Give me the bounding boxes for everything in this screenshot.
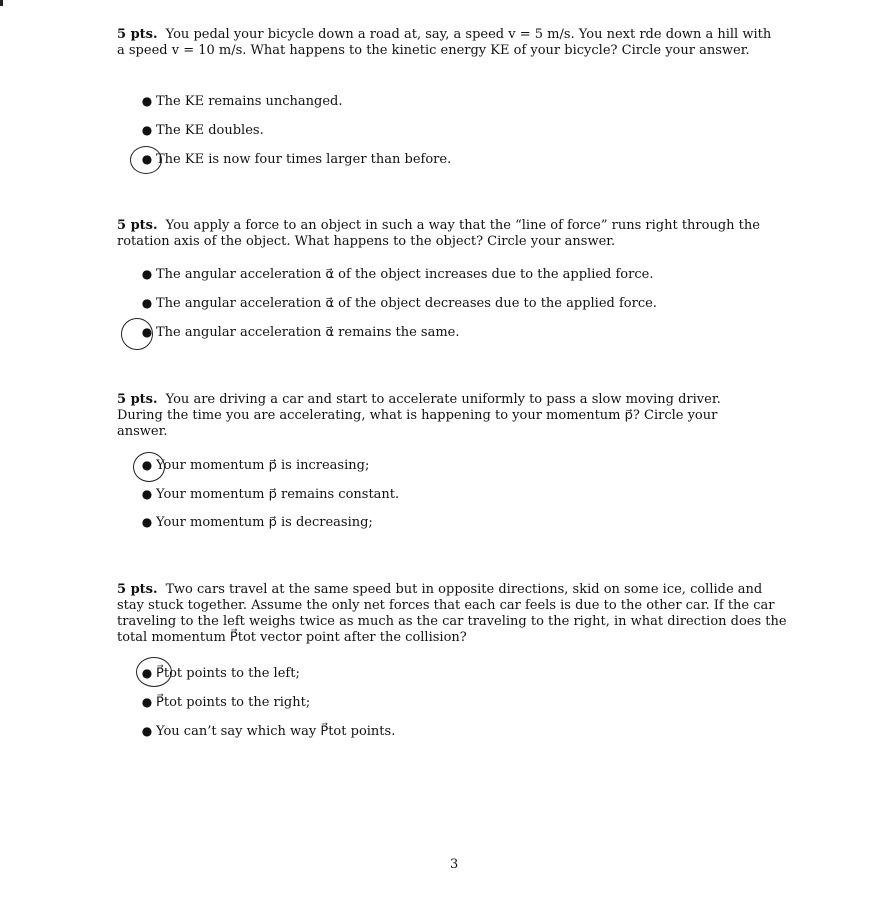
option-3-3[interactable]: ● Your momentum p⃗ is decreasing; [138, 514, 373, 531]
bullet-icon: ● [141, 666, 153, 680]
corner-mark [0, 0, 3, 6]
option-1-2[interactable]: ● The KE doubles. [138, 122, 264, 139]
bullet-icon: ● [141, 487, 153, 501]
question-3 [117, 392, 757, 440]
bullet-icon: ● [141, 695, 153, 709]
option-2-2[interactable]: ● The angular acceleration α⃗ of the object decreases due to the applied force. [138, 295, 657, 312]
question-points: 5 pts. [117, 392, 158, 407]
option-1-1[interactable]: ● The KE remains unchanged. [138, 93, 343, 110]
question-points: 5 pts. [117, 582, 158, 597]
question-4 [117, 582, 789, 646]
question-prompt: You pedal your bicycle down a road at, say, a speed v = 5 m/s. You next rde down a hill with a speed v = 10 m/s. What happens to the kinetic energy KE of your bicycle? Circle your answer. [117, 27, 772, 58]
bullet-icon: ● [141, 123, 153, 137]
bullet-icon: ● [141, 515, 153, 529]
answer-circle-mark [136, 657, 172, 687]
bullet-icon: ● [141, 94, 153, 108]
option-4-3[interactable]: ● You can’t say which way P⃗tot points. [138, 723, 395, 740]
option-1-3[interactable]: ● The KE is now four times larger than before. [138, 151, 451, 168]
option-4-2[interactable]: ● P⃗tot points to the right; [138, 694, 310, 711]
question-prompt: You apply a force to an object in such a way that the “line of force” runs right through the rotation axis of the object. What happens to the object? Circle your answer. [117, 218, 760, 249]
question-prompt: Two cars travel at the same speed but in opposite directions, skid on some ice, collide and stay stuck together. Assume the only net forces that each car feels is due to the other car. If the car traveling to the left weighs twice as much as the car traveling to the right, in what direction does the total momentum P⃗tot vector point after the collision? [117, 582, 787, 645]
option-4-1[interactable]: ● P⃗tot points to the left; [138, 665, 300, 682]
option-3-1[interactable]: ● Your momentum p⃗ is increasing; [138, 457, 369, 474]
question-1 [117, 27, 777, 59]
option-2-3[interactable]: ● The angular acceleration α⃗ remains the same. [138, 324, 460, 341]
bullet-icon: ● [141, 267, 153, 281]
bullet-icon: ● [141, 724, 153, 738]
bullet-icon: ● [141, 458, 153, 472]
bullet-icon: ● [141, 325, 153, 339]
option-2-1[interactable]: ● The angular acceleration α⃗ of the object increases due to the applied force. [138, 266, 653, 283]
question-prompt: You are driving a car and start to accelerate uniformly to pass a slow moving driver. During the time you are accelerating, what is happening to your momentum p⃗? Circle your answer. [117, 392, 721, 439]
answer-circle-mark [133, 452, 165, 482]
page-number: 3 [450, 857, 459, 872]
question-points: 5 pts. [117, 218, 158, 233]
bullet-icon: ● [141, 296, 153, 310]
question-2 [117, 218, 782, 250]
question-points: 5 pts. [117, 27, 158, 42]
bullet-icon: ● [141, 152, 153, 166]
option-3-2[interactable]: ● Your momentum p⃗ remains constant. [138, 486, 399, 503]
answer-circle-mark [121, 318, 153, 350]
answer-circle-mark [130, 146, 162, 174]
